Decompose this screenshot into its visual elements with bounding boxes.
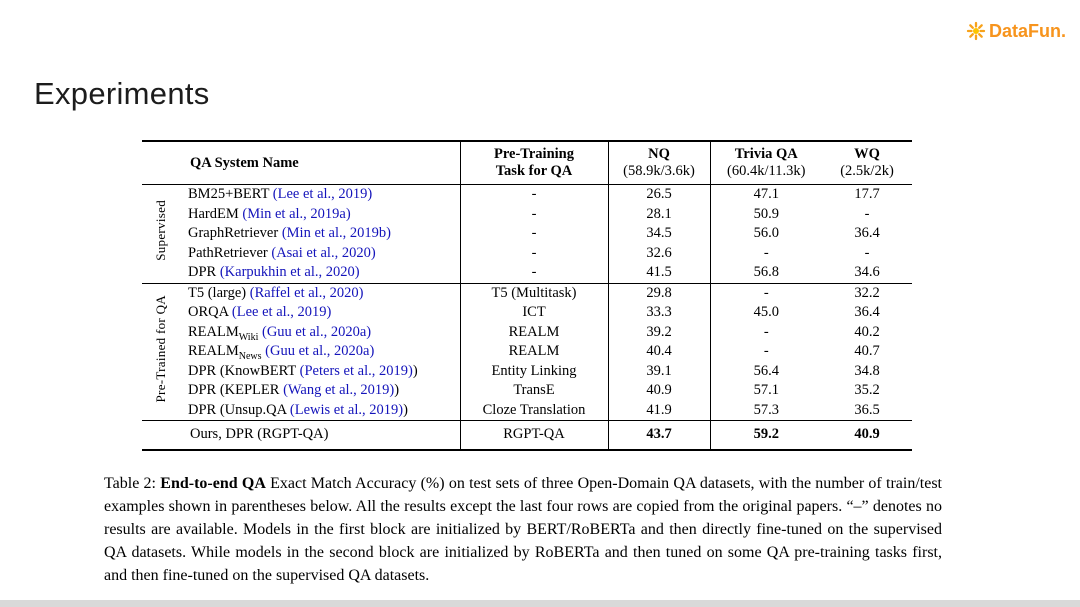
model-name: DPR (Unsup.QA [188,401,287,418]
nq-cell: 26.5 [608,185,710,205]
table-row [142,342,912,362]
pretrain-task-cell: T5 (Multitask) [460,283,608,303]
qa-system-name-cell [180,205,460,225]
model-name: REALM [188,343,239,359]
qa-system-name-cell [180,362,460,382]
caption-bold-phrase: End-to-end QA [160,475,266,492]
caption-body: Exact Match Accuracy (%) on test sets of three Open-Domain QA datasets, with the number of train/test examples shown in parentheses below. All the results except the last four rows are copied from the original papers. “–” denotes no results are available. Models in the first block are initialized by BERT/RoBERTa and then directly fine-tuned on the supervised QA datasets. While models in the second block are initialized by RoBERTa and then tuned on some QA pre-training tasks first, and then fine-tuned on the supervised QA datasets. [104,475,943,584]
paren-suffix: ) [394,382,400,398]
citation-link: (Lee et al., 2019) [269,186,373,202]
results-table [142,140,912,451]
pretrain-task-cell: - [460,205,608,225]
nq-cell: 28.1 [608,205,710,225]
nq-cell: 33.3 [608,303,710,323]
nq-cell: 40.9 [608,381,710,401]
trivia-cell: 47.1 [753,186,779,202]
qa-system-name-cell [180,342,460,362]
table-row [142,205,912,225]
pretrain-task-cell: REALM [460,342,608,362]
pretrain-task-cell: ICT [460,303,608,323]
citation-link: (Karpukhin et al., 2020) [216,264,360,280]
table-row [142,303,912,323]
table-row [142,323,912,343]
table-row [142,263,912,283]
trivia-cell: - [763,323,769,340]
qa-system-name-cell [180,263,460,283]
model-name: ORQA [188,304,229,320]
results-table-wrapper [142,140,912,451]
citation-link: (Guu et al., 2020a) [258,323,372,340]
header-pretraining-task: Pre-Training Task for QA [460,141,608,185]
subscript-label: Wiki [238,331,259,342]
citation-link: (Peters et al., 2019) [296,362,413,379]
group-label-supervised: Supervised [153,200,169,261]
trivia-cell: - [763,343,769,359]
model-name: GraphRetriever [188,225,279,241]
qa-system-name-cell [180,323,460,343]
wq-cell: 36.5 [854,401,880,418]
paren-suffix: ) [403,401,408,418]
model-name: HardEM [188,205,239,222]
wq-cell: 34.8 [854,362,880,379]
wq-cell: 40.9 [822,421,912,450]
trivia-cell: 56.0 [753,225,779,241]
group-label-pretrained-for-qa: Pre-Trained for QA [142,283,180,421]
header-qa-system-name: QA System Name [142,141,460,185]
table-row [142,381,912,401]
citation-link: (Min et al., 2019b) [278,225,391,241]
citation-link: (Wang et al., 2019) [279,382,395,398]
nq-cell: 43.7 [608,421,710,450]
citation-link: (Lee et al., 2019) [228,304,332,320]
citation-link: (Min et al., 2019a) [238,205,351,222]
qa-system-name-cell [180,381,460,401]
nq-cell: 39.1 [608,362,710,382]
table-caption [104,472,942,587]
qa-system-name-cell: Ours, DPR (RGPT-QA) [142,421,460,450]
table-header-row [142,141,912,185]
header-trivia-qa: Trivia QA (60.4k/11.3k) [710,141,822,185]
trivia-cell: 45.0 [753,304,779,320]
qa-system-name-cell [180,244,460,264]
wq-cell: 40.2 [854,323,880,340]
nq-cell: 40.4 [608,342,710,362]
wq-cell: - [864,244,870,261]
wq-cell: 35.2 [854,382,880,398]
subscript-label: News [238,350,262,362]
table-row [142,185,912,205]
model-name: T5 (large) [188,284,247,301]
trivia-cell: 57.1 [753,382,779,398]
header-nq: NQ (58.9k/3.6k) [608,141,710,185]
qa-system-name-cell [180,283,460,303]
logo-text: DataFun. [988,20,1066,41]
wq-cell: 36.4 [854,304,880,320]
pretrain-task-cell: Entity Linking [460,362,608,382]
trivia-cell: 59.2 [710,421,822,450]
model-name: PathRetriever [188,244,268,261]
pretrain-task-cell: - [460,263,608,283]
wq-cell: 40.7 [854,343,880,359]
model-name: REALM [188,323,239,340]
pretrain-task-cell: RGPT-QA [460,421,608,450]
trivia-cell: - [763,244,769,261]
header-wq: WQ (2.5k/2k) [822,141,912,185]
model-name: DPR [188,264,217,280]
model-name: BM25+BERT [188,186,270,202]
citation-link: (Asai et al., 2020) [267,244,376,261]
sun-icon [965,20,987,42]
table-row [142,283,912,303]
ours-row [142,421,912,450]
bottom-bar [0,600,1080,607]
pretrain-task-cell: - [460,244,608,264]
nq-cell: 41.9 [608,401,710,421]
pretrain-task-cell: - [460,185,608,205]
trivia-cell: 56.4 [753,362,779,379]
wq-cell: 17.7 [854,186,880,202]
table-row [142,224,912,244]
table-row [142,244,912,264]
trivia-cell: - [710,283,822,303]
qa-system-name-cell [180,185,460,205]
qa-system-name-cell [180,224,460,244]
wq-cell: 32.2 [822,283,912,303]
pretrain-task-cell: Cloze Translation [460,401,608,421]
qa-system-name-cell [180,303,460,323]
citation-link: (Raffel et al., 2020) [246,284,364,301]
wq-cell: 34.6 [854,264,880,280]
pretrain-task-cell: - [460,224,608,244]
nq-cell: 41.5 [608,263,710,283]
qa-system-name-cell [180,401,460,421]
trivia-cell: 57.3 [753,401,779,418]
datafun-logo [965,20,1066,42]
page-title: Experiments [34,76,210,111]
citation-link: (Guu et al., 2020a) [261,343,375,359]
model-name: DPR (KEPLER [188,382,280,398]
wq-cell: 36.4 [854,225,880,241]
caption-prefix: Table 2: [104,475,161,492]
table-row [142,401,912,421]
pretrain-task-cell: REALM [460,323,608,343]
trivia-cell: 56.8 [753,264,779,280]
citation-link: (Lewis et al., 2019) [286,401,404,418]
nq-cell: 34.5 [608,224,710,244]
wq-cell: - [864,205,870,222]
table-row [142,362,912,382]
model-name: DPR (KnowBERT [188,362,297,379]
nq-cell: 32.6 [608,244,710,264]
paren-suffix: ) [412,362,418,379]
trivia-cell: 50.9 [753,205,779,222]
pretrain-task-cell: TransE [460,381,608,401]
nq-cell: 39.2 [608,323,710,343]
nq-cell: 29.8 [608,283,710,303]
